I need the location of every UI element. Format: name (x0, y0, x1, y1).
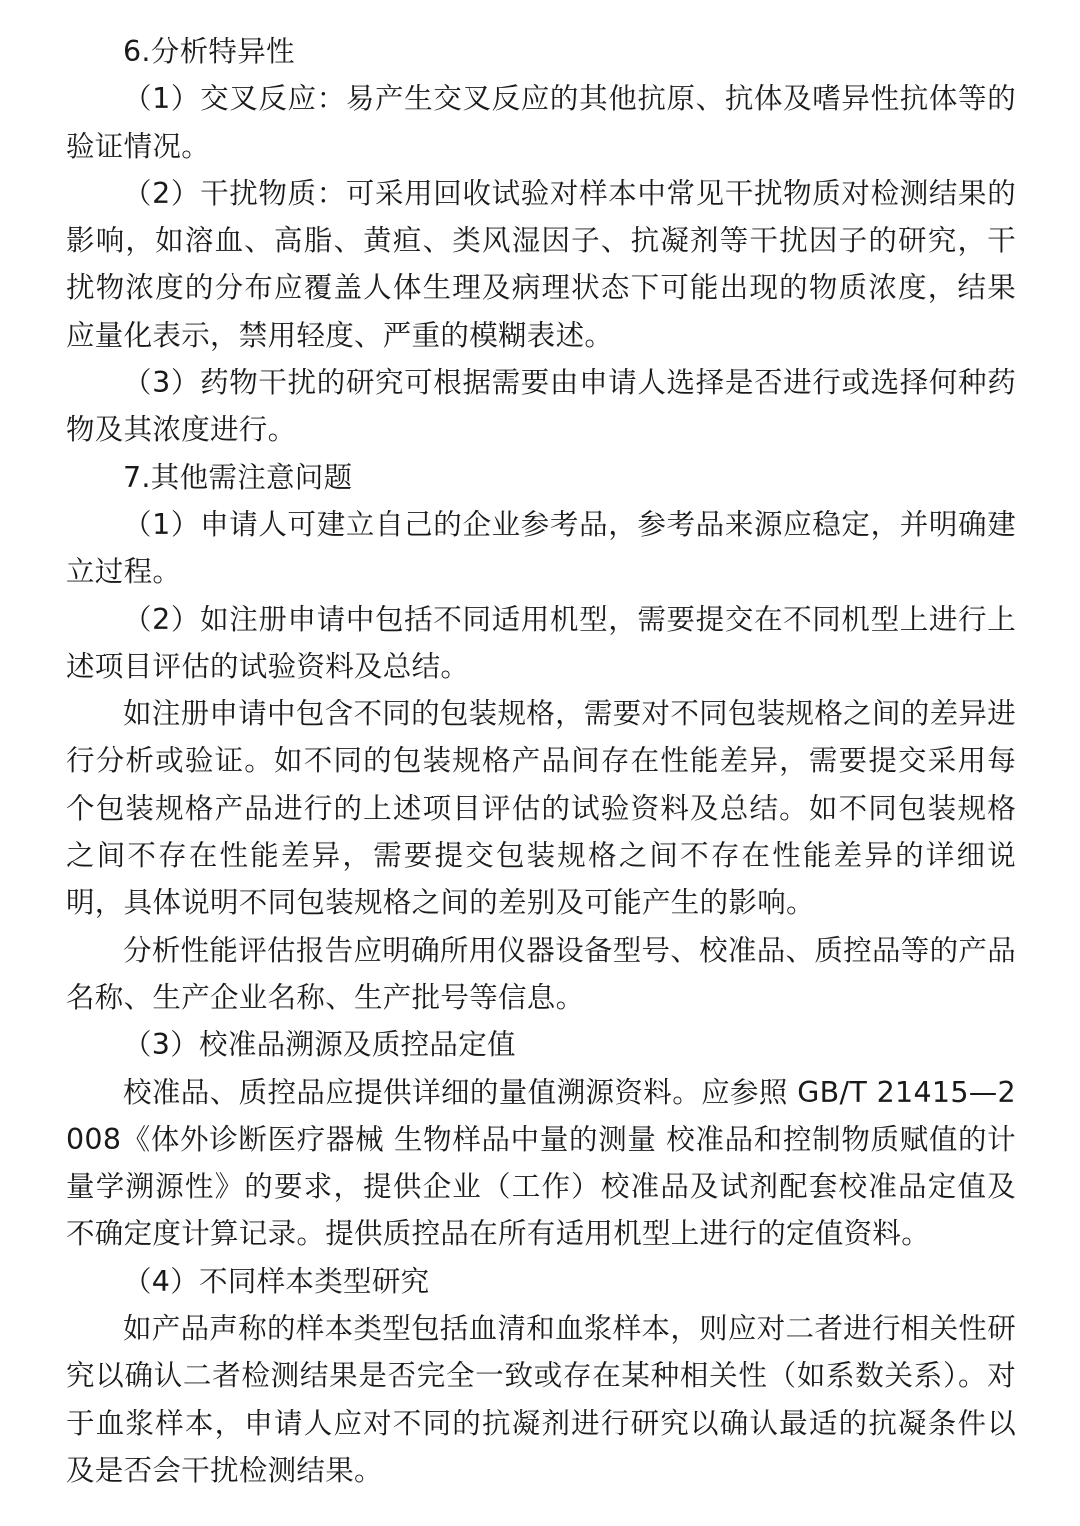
paragraph-instrument-models: （2）如注册申请中包括不同适用机型，需要提交在不同机型上进行上述项目评估的试验资料及总结。 (66, 602, 1016, 683)
paragraph-performance-report: 分析性能评估报告应明确所用仪器设备型号、校准品、质控品等的产品名称、生产企业名称、生产批号等信息。 (66, 933, 1016, 1014)
paragraph-package-specifications: 如注册申请中包含不同的包装规格，需要对不同包装规格之间的差异进行分析或验证。如不同的包装规格产品间存在性能差异，需要提交采用每个包装规格产品进行的上述项目评估的试验资料及总结。如不同包装规格之间不存在性能差异，需要提交包装规格之间不存在性能差异的详细说明，具体说明不同包装规格之间的差别及可能产生的影响。 (66, 697, 1016, 920)
section-heading-analytical-specificity: 6.分析特异性 (123, 35, 295, 68)
subheading-calibrator-traceability: （3）校准品溯源及质控品定值 (123, 1028, 516, 1062)
paragraph-traceability-details: 校准品、质控品应提供详细的量值溯源资料。应参照 GB/T 21415—2008《体外诊断医疗器械 生物样品中量的测量 校准品和控制物质赋值的计量学溯源性》的要求，提供企业（工作）校准品及试剂配套校准品定值及不确定度计算记录。提供质控品在所有适用机型上进行的定值资料。 (66, 1075, 1016, 1251)
document-page (66, 28, 1016, 1494)
paragraph-drug-interference: （3）药物干扰的研究可根据需要由申请人选择是否进行或选择何种药物及其浓度进行。 (66, 366, 1016, 447)
paragraph-interfering-substances: （2）干扰物质：可采用回收试验对样本中常见干扰物质对检测结果的影响，如溶血、高脂、黄疸、类风湿因子、抗凝剂等干扰因子的研究，干扰物浓度的分布应覆盖人体生理及病理状态下可能出现的物质浓度，结果应量化表示，禁用轻度、严重的模糊表述。 (66, 176, 1016, 352)
paragraph-cross-reaction: （1）交叉反应：易产生交叉反应的其他抗原、抗体及嗜异性抗体等的验证情况。 (66, 82, 1016, 163)
section-heading-other-issues: 7.其他需注意问题 (123, 460, 353, 494)
paragraph-reference-materials: （1）申请人可建立自己的企业参考品，参考品来源应稳定，并明确建立过程。 (66, 507, 1016, 589)
paragraph-sample-types: 如产品声称的样本类型包括血清和血浆样本，则应对二者进行相关性研究以确认二者检测结果是否完全一致或存在某种相关性（如系数关系）。对于血浆样本，申请人应对不同的抗凝剂进行研究以确认最适的抗凝条件以及是否会干扰检测结果。 (66, 1312, 1016, 1487)
subheading-sample-types: （4）不同样本类型研究 (123, 1264, 430, 1298)
